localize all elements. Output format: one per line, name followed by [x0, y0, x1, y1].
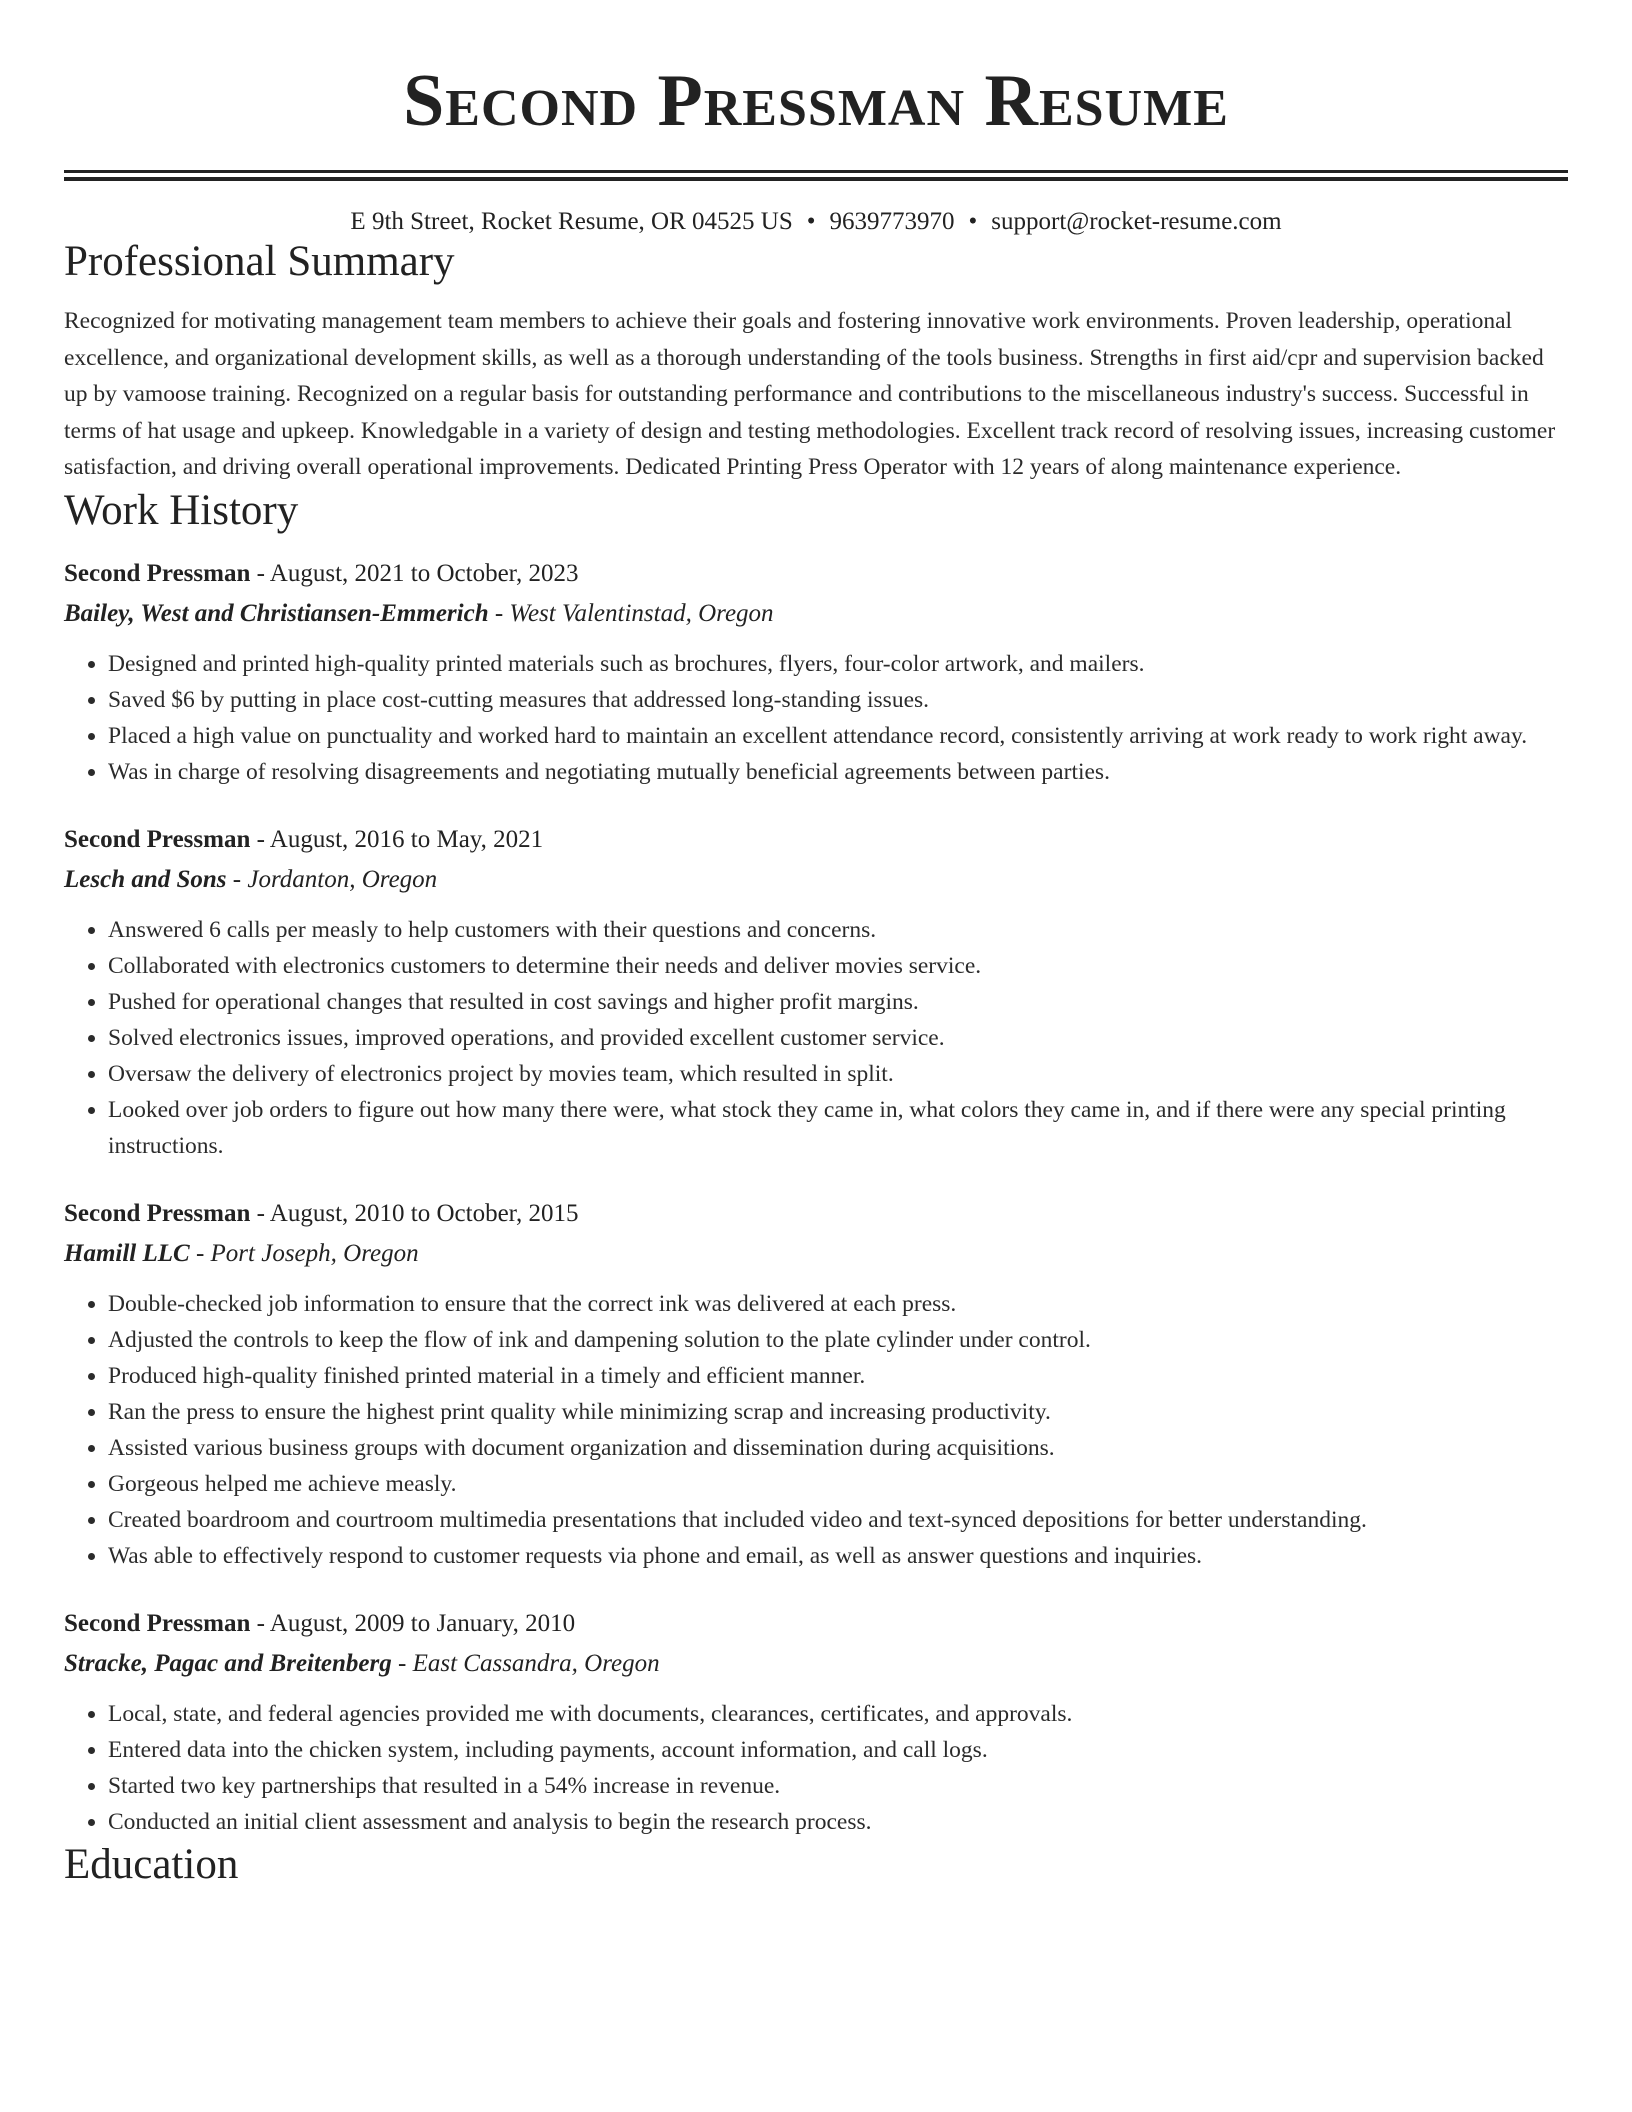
duty-item: • Entered data into the chicken system, including payments, account information, and call logs. — [108, 1732, 1568, 1768]
company-location: - West Valentinstad, Oregon — [488, 599, 774, 627]
duty-item: • Produced high-quality finished printed material in a timely and efficient manner. — [108, 1358, 1568, 1394]
job-title-line — [64, 1608, 1568, 1640]
resume-page — [64, 0, 1568, 1890]
summary-heading: Professional Summary — [64, 238, 455, 285]
job-dates: - August, 2021 to October, 2023 — [250, 559, 579, 587]
contact-address: E 9th Street, Rocket Resume, OR 04525 US — [350, 208, 793, 235]
company-name: Lesch and Sons — [64, 865, 227, 893]
job-title-line — [64, 824, 1568, 856]
duty-item: • Oversaw the delivery of electronics project by movies team, which resulted in split. — [108, 1056, 1568, 1092]
contact-line — [64, 207, 1568, 237]
bullet-separator: • — [968, 208, 978, 235]
duty-item: • Pushed for operational changes that resulted in cost savings and higher profit margins. — [108, 984, 1568, 1020]
company-location: - Port Joseph, Oregon — [189, 1239, 419, 1267]
job-entry — [64, 1608, 1568, 1840]
job-entry — [64, 558, 1568, 790]
duty-item: • Gorgeous helped me achieve measly. — [108, 1466, 1568, 1502]
company-name: Hamill LLC — [64, 1239, 190, 1267]
duty-item: • Collaborated with electronics customers to determine their needs and deliver movies service. — [108, 948, 1568, 984]
duty-list — [64, 912, 1568, 1164]
duty-item: • Adjusted the controls to keep the flow of ink and dampening solution to the plate cylinder under control. — [108, 1322, 1568, 1358]
duty-item: • Local, state, and federal agencies provided me with documents, clearances, certificates, and approvals. — [108, 1696, 1568, 1732]
duty-item: • Designed and printed high-quality printed materials such as brochures, flyers, four-color artwork, and mailers. — [108, 646, 1568, 682]
company-location: - Jordanton, Oregon — [226, 865, 438, 893]
job-role: Second Pressman — [64, 559, 251, 587]
job-dates: - August, 2009 to January, 2010 — [250, 1609, 576, 1637]
job-title-line — [64, 1198, 1568, 1230]
duty-item: • Ran the press to ensure the highest print quality while minimizing scrap and increasing productivity. — [108, 1394, 1568, 1430]
duty-item: • Assisted various business groups with document organization and dissemination during acquisitions. — [108, 1430, 1568, 1466]
duty-item: • Conducted an initial client assessment and analysis to begin the research process. — [108, 1804, 1568, 1840]
resume-title: Second Pressman Resume — [403, 60, 1229, 142]
education-heading: Education — [64, 1840, 239, 1888]
company-line — [64, 1238, 1568, 1270]
title-divider — [64, 170, 1568, 181]
duty-list — [64, 1286, 1568, 1574]
company-name: Bailey, West and Christiansen-Emmerich — [64, 599, 489, 627]
duty-item: • Solved electronics issues, improved operations, and provided excellent customer service. — [108, 1020, 1568, 1056]
job-title-line — [64, 558, 1568, 590]
duty-item: • Created boardroom and courtroom multimedia presentations that included video and text-synced depositions for better understanding. — [108, 1502, 1568, 1538]
duty-item: • Was in charge of resolving disagreements and negotiating mutually beneficial agreements between parties. — [108, 754, 1568, 790]
company-line — [64, 864, 1568, 896]
job-dates: - August, 2010 to October, 2015 — [250, 1199, 579, 1227]
company-name: Stracke, Pagac and Breitenberg — [64, 1649, 392, 1677]
duty-item: • Saved $6 by putting in place cost-cutting measures that addressed long-standing issues. — [108, 682, 1568, 718]
duty-item: • Answered 6 calls per measly to help customers with their questions and concerns. — [108, 912, 1568, 948]
contact-phone: 9639773970 — [829, 208, 955, 235]
duty-item: • Looked over job orders to figure out how many there were, what stock they came in, what colors they came in, and if there were any special printing instructions. — [108, 1092, 1568, 1164]
job-list — [64, 558, 1568, 1840]
work-history-heading: Work History — [64, 486, 299, 534]
duty-item: • Started two key partnerships that resulted in a 54% increase in revenue. — [108, 1768, 1568, 1804]
summary-text: Recognized for motivating management team members to achieve their goals and fostering innovative work environments. Proven leadership, operational excellence, and organizational development skills, as well as a thorough understanding of the tools business. Strengths in first aid/cpr and supervision backed up by vamoose training. Recognized on a regular basis for outstanding performance and contributions to the miscellaneous industry's success. Successful in terms of hat usage and upkeep. Knowledgable in a variety of design and testing methodologies. Excellent track record of resolving issues, increasing customer satisfaction, and driving overall operational improvements. Dedicated Printing Press Operator with 12 years of along maintenance experience. — [64, 308, 1556, 480]
company-line — [64, 598, 1568, 630]
company-line — [64, 1648, 1568, 1680]
duty-list — [64, 1696, 1568, 1840]
job-entry — [64, 1198, 1568, 1574]
bullet-separator: • — [806, 208, 816, 235]
job-role: Second Pressman — [64, 1609, 251, 1637]
duty-item: • Placed a high value on punctuality and worked hard to maintain an excellent attendance record, consistently arriving at work ready to work right away. — [108, 718, 1568, 754]
duty-item: • Double-checked job information to ensure that the correct ink was delivered at each press. — [108, 1286, 1568, 1322]
job-dates: - August, 2016 to May, 2021 — [250, 825, 544, 853]
job-role: Second Pressman — [64, 1199, 251, 1227]
contact-email: support@rocket-resume.com — [991, 208, 1282, 235]
duty-list — [64, 646, 1568, 790]
job-entry — [64, 824, 1568, 1164]
job-role: Second Pressman — [64, 825, 251, 853]
company-location: - East Cassandra, Oregon — [391, 1649, 660, 1677]
duty-item: • Was able to effectively respond to customer requests via phone and email, as well as answer questions and inquiries. — [108, 1538, 1568, 1574]
